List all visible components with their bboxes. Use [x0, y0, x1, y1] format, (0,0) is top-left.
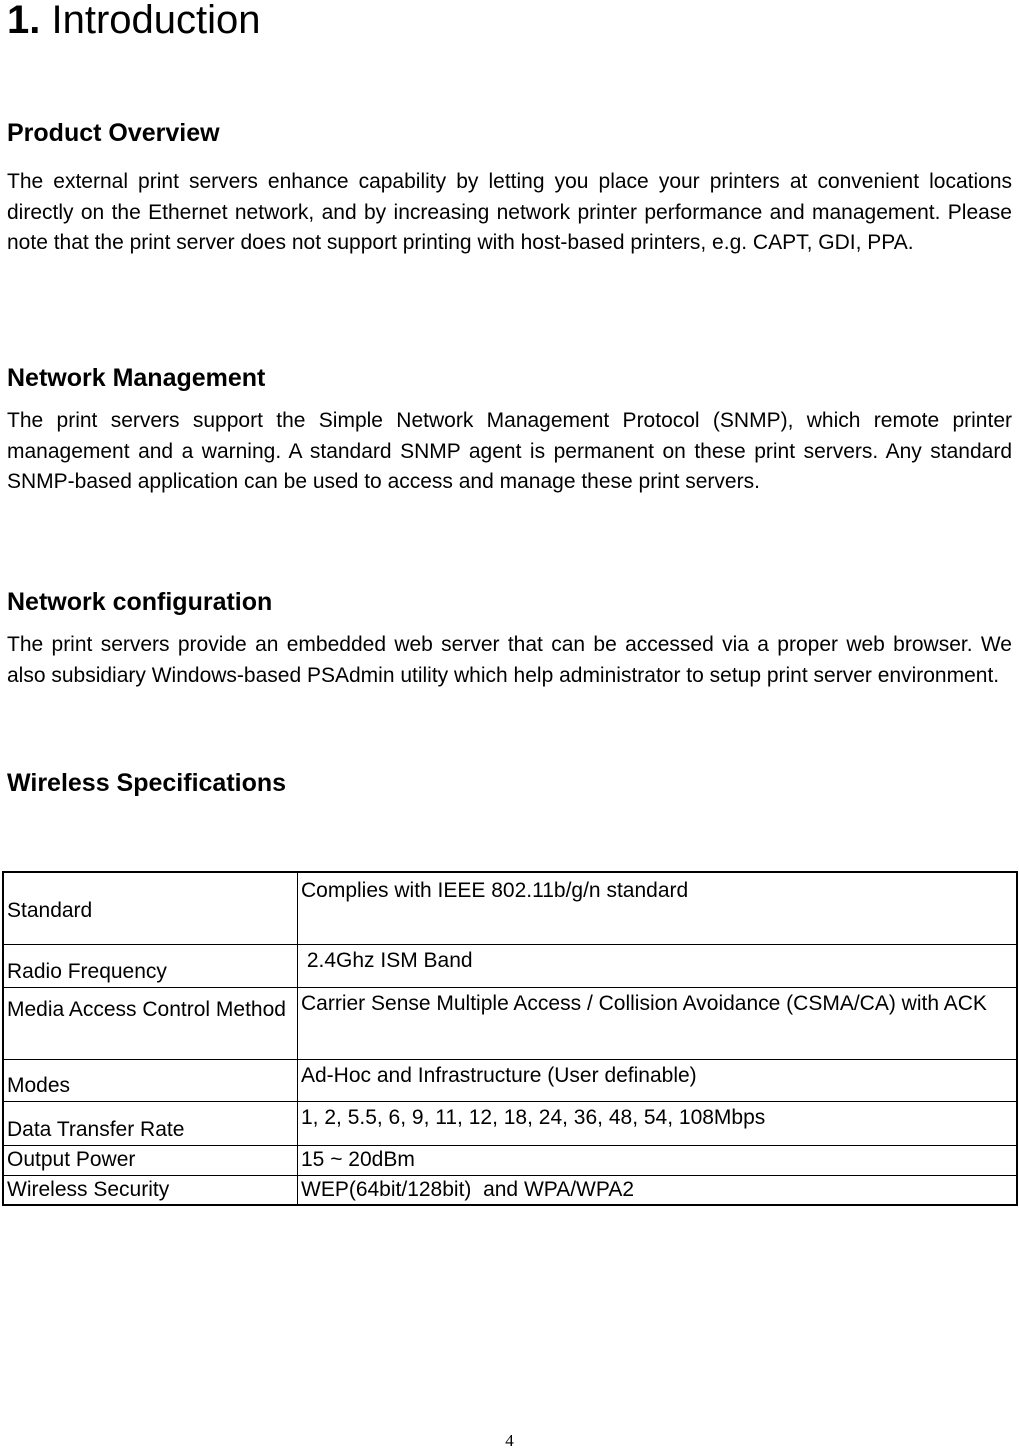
spec-row-modes — [3, 1059, 1017, 1101]
spec-row-media-access-control — [3, 987, 1017, 1059]
spec-value: Carrier Sense Multiple Access / Collision Avoidance (CSMA/CA) with ACK — [298, 987, 1018, 1059]
spec-value: WEP(64bit/128bit) and WPA/WPA2 — [298, 1175, 1018, 1205]
chapter-title — [7, 0, 261, 44]
spec-label: Data Transfer Rate — [3, 1101, 298, 1145]
spec-label: Wireless Security — [3, 1175, 298, 1205]
section-heading-product-overview: Product Overview — [7, 119, 220, 147]
wireless-spec-table — [2, 871, 1018, 1206]
spec-label: Media Access Control Method — [3, 987, 298, 1059]
spec-row-standard — [3, 872, 1017, 944]
spec-row-output-power — [3, 1145, 1017, 1175]
spec-label: Standard — [3, 872, 298, 944]
spec-row-data-transfer-rate — [3, 1101, 1017, 1145]
section-heading-network-configuration: Network configuration — [7, 588, 273, 616]
spec-value: 2.4Ghz ISM Band — [298, 944, 1018, 987]
spec-label: Output Power — [3, 1145, 298, 1175]
paragraph-product-overview: The external print servers enhance capability by letting you place your printers at convenient locations directly on the Ethernet network, and by increasing network printer performance and management. Please note that the print server does not support printing with host-based printers, e.g. CAPT, GDI, PPA. — [7, 170, 1012, 254]
spec-label: Radio Frequency — [3, 944, 298, 987]
spec-value: Ad-Hoc and Infrastructure (User definable) — [298, 1059, 1018, 1101]
paragraph-network-configuration: The print servers provide an embedded web server that can be accessed via a proper web browser. We also subsidiary Windows-based PSAdmin utility which help administrator to setup print server environment. — [7, 633, 1012, 687]
section-heading-wireless-specifications: Wireless Specifications — [7, 769, 287, 797]
page-number: 4 — [505, 1431, 514, 1450]
section-heading-network-management: Network Management — [7, 364, 266, 392]
spec-value: 1, 2, 5.5, 6, 9, 11, 12, 18, 24, 36, 48, 54, 108Mbps — [298, 1101, 1018, 1145]
paragraph-network-management: The print servers support the Simple Network Management Protocol (SNMP), which remote printer management and a warning. A standard SNMP agent is permanent on these print servers. Any standard SNMP-based application can be used to access and manage these print servers. — [7, 409, 1012, 493]
spec-label: Modes — [3, 1059, 298, 1101]
spec-row-radio-frequency — [3, 944, 1017, 987]
spec-value: Complies with IEEE 802.11b/g/n standard — [298, 872, 1018, 944]
chapter-number: 1. — [7, 0, 41, 42]
chapter-title-text: Introduction — [40, 0, 261, 42]
spec-row-wireless-security — [3, 1175, 1017, 1205]
spec-value: 15 ~ 20dBm — [298, 1145, 1018, 1175]
